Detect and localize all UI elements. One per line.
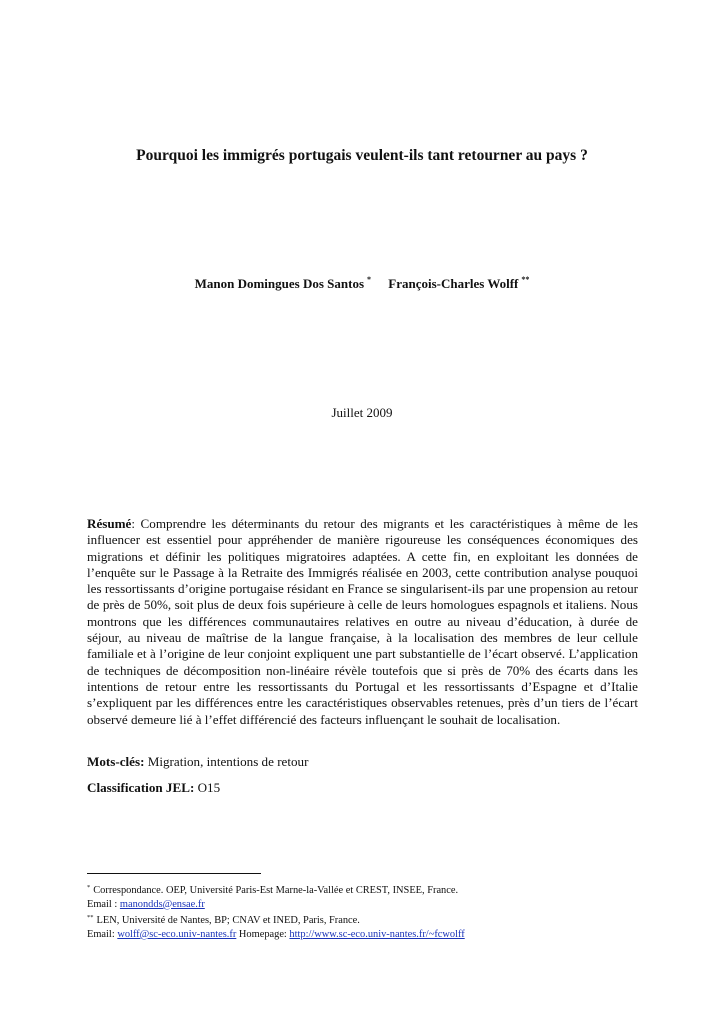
abstract (87, 516, 638, 728)
author-2 (388, 275, 529, 292)
footnote-2-text: LEN, Université de Nantes, BP; CNAV et INED, Paris, France. (96, 915, 360, 927)
footnote-2-homepage-link[interactable]: http://www.sc-eco.univ-nantes.fr/~fcwolff (289, 928, 465, 940)
footnotes (87, 881, 647, 941)
author-1 (195, 275, 371, 292)
footnote-divider (87, 873, 261, 874)
author-2-footnote-mark: ** (521, 275, 530, 284)
author-1-name: Manon Domingues Dos Santos (194, 276, 365, 291)
footnote-1 (87, 881, 647, 898)
footnote-2-homepage-label: Homepage: (236, 928, 290, 940)
footnote-1-email-line (87, 898, 647, 912)
keywords-label: Mots-clés: (87, 754, 145, 769)
author-2-name: François-Charles Wolff (388, 276, 519, 291)
author-list (0, 275, 724, 292)
footnote-2-mark: ** (87, 914, 94, 922)
author-1-footnote-mark: * (367, 275, 372, 284)
paper-title: Pourquoi les immigrés portugais veulent-ils tant retourner au pays ? (136, 147, 588, 164)
jel-text: O15 (194, 780, 221, 795)
keywords (87, 754, 638, 770)
footnote-1-email-link[interactable]: manondds@ensae.fr (119, 898, 205, 910)
publication-date: Juillet 2009 (331, 405, 393, 420)
footnote-2-email-link[interactable]: wolff@sc-eco.univ-nantes.fr (117, 928, 237, 940)
footnote-2-contact-line (87, 928, 647, 942)
footnote-1-mark: * (87, 884, 91, 891)
footnote-2 (87, 911, 647, 928)
keywords-text: Migration, intentions de retour (144, 754, 309, 769)
footnote-1-text: Correspondance. OEP, Université Paris-Est Marne-la-Vallée et CREST, INSEE, France. (93, 885, 459, 896)
jel-label: Classification JEL: (87, 780, 195, 795)
footnote-2-email-label: Email: (87, 928, 118, 940)
footnote-1-email-label: Email : (87, 898, 120, 910)
abstract-text: : Comprendre les déterminants du retour des migrants et les caractéristiques à même de les influencer est essentiel pour appréhender de manière rigoureuse les conséquences économiques des migrations et définir les politiques migratoires adaptées. A cette fin, en exploitant les données de l’enquête sur le Passage à la Retraite des Immigrés réalisée en 2003, cette contribution analyse pouquoi les ressortissants d’origine portugaise résidant en France se singularisent-ils par une propension au retour de près de 50%, soit plus de deux fois supérieure à celle de leurs homologues espagnols et italiens. Nous montrons que les différences communautaires relatives en outre au niveau d’éducation, à durée de séjour, au niveau de maîtrise de la langue française, à la localisation des membres de leur cellule familiale et à l’origine de leur conjoint expliquent une part substantielle de l’écart observé. L’application de techniques de décomposition non-linéaire révèle toutefois que si près de 70% des écarts dans les intentions de retour entre les ressortissants du Portugal et les ressortissants d’Espagne et d’Italie s’expliquent par les différences entre les caractéristiques observables retenues, près d’un tiers de l’écart observé demeure lié à l’effet différencié des facteurs influençant le souhait de localisation. (87, 516, 638, 727)
jel-classification (87, 780, 638, 796)
abstract-label: Résumé (87, 516, 132, 531)
